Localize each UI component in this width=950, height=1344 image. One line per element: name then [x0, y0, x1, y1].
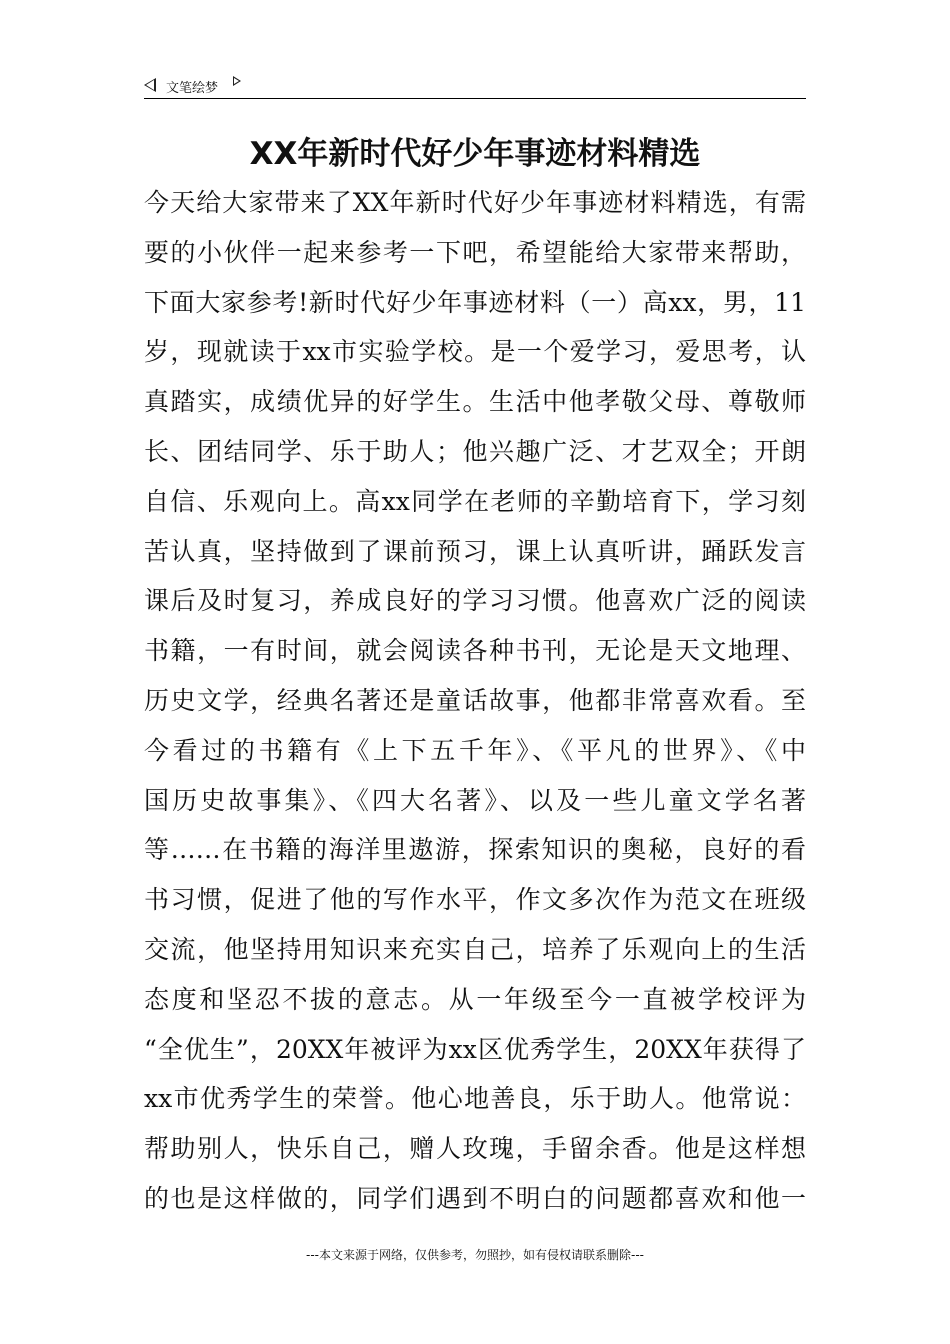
body-line: 要的小伙伴一起来参考一下吧，希望能给大家带来帮助， — [144, 237, 806, 267]
document-title: XX年新时代好少年事迹材料精选 — [249, 136, 701, 172]
triangle-right-icon — [233, 76, 241, 86]
body-line: 书籍，一有时间，就会阅读各种书刊，无论是天文地理、 — [144, 636, 806, 666]
triangle-left-icon — [144, 78, 156, 92]
document-body — [144, 178, 806, 1224]
body-line: “全优生”，20XX年被评为xx区优秀学生，20XX年获得了 — [144, 1034, 806, 1064]
body-line: 今天给大家带来了XX年新时代好少年事迹材料精选，有需 — [144, 188, 806, 217]
page-header — [144, 72, 806, 99]
footer-notice: ---本文来源于网络，仅供参考，勿照抄，如有侵权请联系删除--- — [306, 1248, 644, 1262]
body-line: 课后及时复习，养成良好的学习习惯。他喜欢广泛的阅读 — [144, 586, 806, 616]
body-line: 等……在书籍的海洋里遨游，探索知识的奥秘，良好的看 — [144, 835, 806, 865]
body-line: 下面大家参考!新时代好少年事迹材料（一）高xx，男，11 — [144, 287, 806, 317]
body-line: 长、团结同学、乐于助人；他兴趣广泛、才艺双全；开朗 — [144, 436, 806, 466]
body-line: 今看过的书籍有《上下五千年》、《平凡的世界》、《中 — [144, 735, 806, 765]
body-line: 的也是这样做的，同学们遇到不明白的问题都喜欢和他一 — [144, 1183, 806, 1213]
body-line: 帮助别人，快乐自己，赠人玫瑰，手留余香。他是这样想 — [144, 1134, 806, 1164]
body-line: xx市优秀学生的荣誉。他心地善良，乐于助人。他常说： — [144, 1084, 806, 1114]
body-line: 书习惯，促进了他的写作水平，作文多次作为范文在班级 — [144, 885, 806, 915]
body-line: 真踏实，成绩优异的好学生。生活中他孝敬父母、尊敬师 — [144, 387, 806, 417]
body-line: 态度和坚忍不拔的意志。从一年级至今一直被学校评为 — [144, 984, 806, 1014]
body-line: 自信、乐观向上。高xx同学在老师的辛勤培育下，学习刻 — [144, 486, 806, 516]
body-line: 苦认真，坚持做到了课前预习，课上认真听讲，踊跃发言 — [144, 536, 806, 566]
body-line: 交流，他坚持用知识来充实自己，培养了乐观向上的生活 — [144, 934, 806, 964]
header-brand: 文笔绘梦 — [166, 81, 219, 96]
body-line: 国历史故事集》、《四大名著》、以及一些儿童文学名著 — [144, 785, 806, 815]
body-line: 历史文学，经典名著还是童话故事，他都非常喜欢看。至 — [144, 685, 806, 715]
body-line: 岁，现就读于xx市实验学校。是一个爱学习，爱思考，认 — [144, 337, 806, 367]
